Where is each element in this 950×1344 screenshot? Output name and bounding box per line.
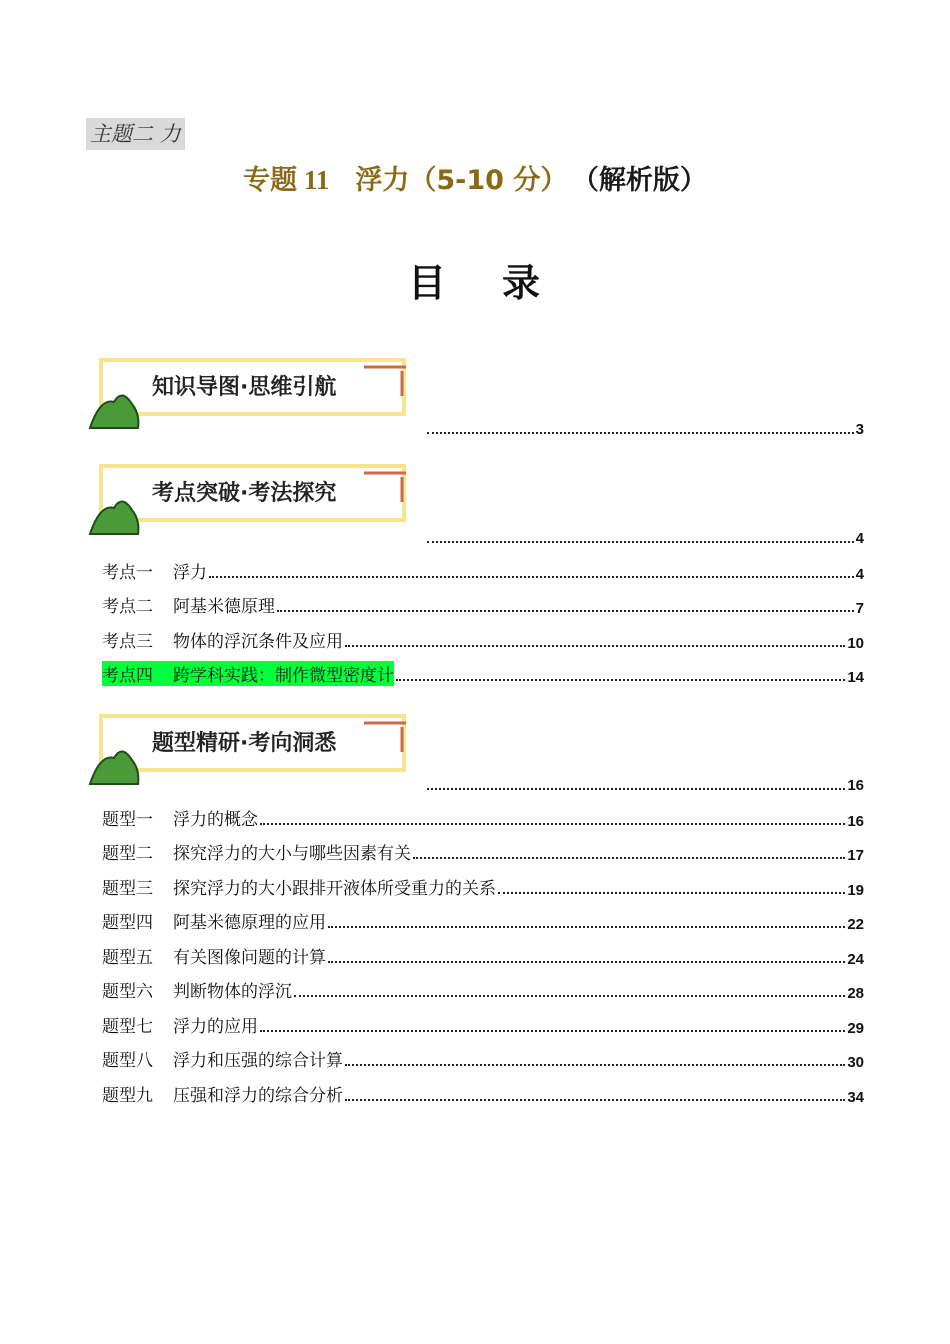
- toc-entry-kaodian-4[interactable]: [102, 660, 864, 686]
- toc-entry-tixing-4[interactable]: [102, 907, 864, 933]
- title-topic-name: 浮力（5-10 分）: [355, 165, 568, 196]
- page-number: 22: [847, 916, 864, 933]
- page-number: 16: [847, 813, 864, 830]
- banner-label: 考点突破·考法探究: [152, 481, 337, 506]
- toc-entry-tixing-1[interactable]: [102, 804, 864, 830]
- entry-label: 考点一 浮力: [102, 563, 207, 583]
- entry-label: 题型七 浮力的应用: [102, 1017, 258, 1037]
- toc-entry-kaodian-2[interactable]: [102, 591, 864, 617]
- toc-entry-tixing-2[interactable]: [102, 838, 864, 864]
- page-number: 4: [855, 566, 864, 583]
- toc-entry-kaodian-1[interactable]: [102, 557, 864, 583]
- page-number: 16: [847, 777, 864, 794]
- toc-entry-kaodian-3[interactable]: [102, 626, 864, 652]
- entry-label: 考点二 阿基米德原理: [102, 597, 275, 617]
- toc-heading: [0, 252, 950, 307]
- banner-leader-question-types[interactable]: [427, 772, 864, 794]
- page-number: 4: [855, 530, 864, 547]
- banner-leader-knowledge-map[interactable]: [427, 416, 864, 438]
- page-number: 10: [847, 635, 864, 652]
- toc-entry-tixing-3[interactable]: [102, 873, 864, 899]
- page-number: 29: [847, 1020, 864, 1037]
- section-banner-question-types[interactable]: [88, 714, 418, 790]
- page-number: 3: [855, 421, 864, 438]
- entry-label: 题型九 压强和浮力的综合分析: [102, 1086, 343, 1106]
- toc-entry-tixing-6[interactable]: [102, 976, 864, 1002]
- entry-label: 题型三 探究浮力的大小跟排开液体所受重力的关系: [102, 879, 496, 899]
- page-title: [0, 160, 950, 201]
- page-number: 28: [847, 985, 864, 1002]
- entry-label: 题型六 判断物体的浮沉: [102, 982, 292, 1002]
- toc-heading-right: 录: [502, 260, 543, 305]
- page-number: 34: [847, 1089, 864, 1106]
- section-banner-exam-points[interactable]: [88, 464, 418, 540]
- entry-label: 考点三 物体的浮沉条件及应用: [102, 632, 343, 652]
- page-number: 7: [855, 600, 864, 617]
- entry-label: 题型一 浮力的概念: [102, 810, 258, 830]
- page-number: 24: [847, 951, 864, 968]
- toc-entry-tixing-5[interactable]: [102, 942, 864, 968]
- page-number: 14: [847, 669, 864, 686]
- banner-label: 题型精研·考向洞悉: [152, 731, 337, 756]
- title-edition: （解析版）: [585, 165, 707, 196]
- toc-entry-tixing-9[interactable]: [102, 1080, 864, 1106]
- section-banner-knowledge-map[interactable]: [88, 358, 418, 434]
- entry-label: 题型八 浮力和压强的综合计算: [102, 1051, 343, 1071]
- toc-entry-tixing-8[interactable]: [102, 1045, 864, 1071]
- page-number: 30: [847, 1054, 864, 1071]
- toc-entry-tixing-7[interactable]: [102, 1011, 864, 1037]
- banner-leader-exam-points[interactable]: [427, 525, 864, 547]
- banner-label: 知识导图·思维引航: [152, 375, 337, 400]
- page-number: 17: [847, 847, 864, 864]
- entry-label: 题型二 探究浮力的大小与哪些因素有关: [102, 844, 411, 864]
- title-topic-number: 专题 11: [243, 165, 330, 195]
- theme-tag: 主题二 力: [86, 118, 185, 150]
- entry-label: 题型五 有关图像问题的计算: [102, 948, 326, 968]
- toc-heading-left: 目: [407, 260, 448, 305]
- entry-label-highlighted: 考点四 跨学科实践：制作微型密度计: [102, 661, 394, 686]
- page-number: 19: [847, 882, 864, 899]
- entry-label: 题型四 阿基米德原理的应用: [102, 913, 326, 933]
